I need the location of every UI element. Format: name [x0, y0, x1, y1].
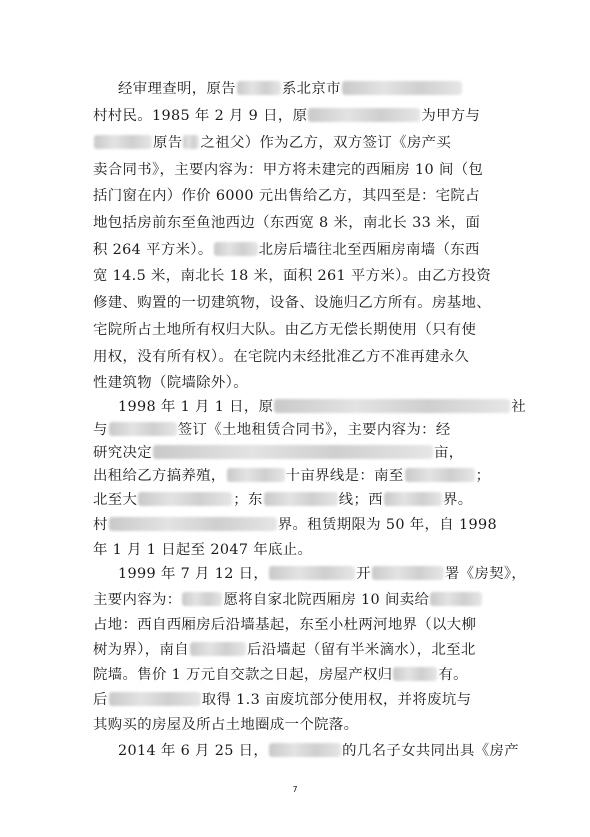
page-number: 7 — [292, 785, 298, 794]
text-line: 后 取得 1.3 亩废坑部分使用权，并将废坑与 — [93, 692, 472, 708]
text-line: 研究决定 亩， — [93, 445, 464, 461]
text-line: 2014 年 6 月 25 日， 的几名子女共同出具《房产 — [118, 743, 520, 759]
redaction-blur — [237, 81, 281, 95]
redaction-blur — [153, 445, 433, 459]
text-line: 卖合同书》，主要内容为：甲方将未建完的西厢房 10 间（包 — [93, 162, 484, 178]
redaction-blur — [269, 566, 355, 580]
text-line: 原告 之祖父）作为乙方，双方签订《房产买 — [93, 133, 451, 153]
text-line: 其购买的房屋及所占土地圈成一个院落。 — [93, 717, 359, 733]
redaction-blur — [227, 468, 285, 482]
text-line: 院墙。售价 1 万元自交款之日起，房屋产权归 有。 — [93, 667, 468, 683]
text-line: 括门窗在内）作价 6000 元出售给乙方，其四至是：宅院占 — [93, 188, 480, 204]
redaction-blur — [430, 592, 482, 606]
redaction-blur — [109, 422, 177, 436]
redaction-blur — [274, 399, 510, 413]
text-line: 用权，没有所有权）。在宅院内未经批准乙方不准再建永久 — [93, 349, 470, 365]
text-line: 树为界），南自 后沿墙起（留有半米滴水），北至北 — [93, 642, 476, 658]
text-line: 宽 14.5 米，南北长 18 米，面积 261 平方米）。由乙方投资 — [93, 268, 492, 284]
redaction-blur — [138, 492, 232, 506]
text-line: 出租给乙方搞养殖， 十亩界线是：南至 ； — [93, 468, 491, 484]
text-line: 积 264 平方米）。 北房后墙往北至西厢房南墙（东西 — [93, 242, 480, 258]
redaction-blur — [384, 492, 442, 506]
redaction-blur — [109, 517, 277, 531]
redaction-blur — [214, 242, 258, 256]
text-line: 经审理查明，原告 系北京市 — [118, 79, 463, 99]
text-line: 宅院所占土地所有权归大队。由乙方无偿长期使用（只有使 — [93, 322, 477, 338]
text-line: 北至大 ；东 线；西 界。 — [93, 492, 473, 508]
text-line: 地包括房前东至鱼池西边（东西宽 8 米，南北长 33 米，面 — [93, 215, 481, 231]
redaction-blur — [264, 492, 338, 506]
redaction-blur — [190, 642, 246, 656]
redaction-blur — [94, 135, 152, 149]
redaction-blur — [342, 81, 462, 95]
text-line: 村村民。1985 年 2 月 9 日，原 为甲方与 — [93, 108, 481, 124]
text-line: 1998 年 1 月 1 日，原 社 — [118, 399, 527, 415]
redaction-blur — [393, 667, 437, 681]
text-line: 年 1 月 1 日起至 2047 年底止。 — [93, 542, 313, 558]
redaction-blur — [269, 743, 341, 757]
redaction-blur — [405, 468, 475, 482]
text-line: 与 签订《土地租赁合同书》，主要内容为：经 — [93, 422, 451, 438]
redaction-blur — [183, 135, 199, 149]
redaction-blur — [308, 108, 420, 122]
text-line: 占地：西自西厢房后沿墙基起，东至小杜两河地界（以大柳 — [93, 617, 477, 633]
redaction-blur — [109, 692, 201, 706]
text-line: 性建筑物（院墙除外）。 — [93, 375, 248, 391]
text-line: 1999 年 7 月 12 日， 开 署《房契》， — [118, 566, 527, 582]
text-line: 修建、购置的一切建筑物，设备、设施归乙方所有。房基地、 — [93, 295, 491, 311]
text-line: 村 界。租赁期限为 50 年，自 1998 — [93, 517, 497, 533]
redaction-blur — [372, 566, 444, 580]
redaction-blur — [182, 592, 222, 606]
text-line: 主要内容为： 愿将自家北院西厢房 10 间卖给 — [93, 590, 483, 610]
